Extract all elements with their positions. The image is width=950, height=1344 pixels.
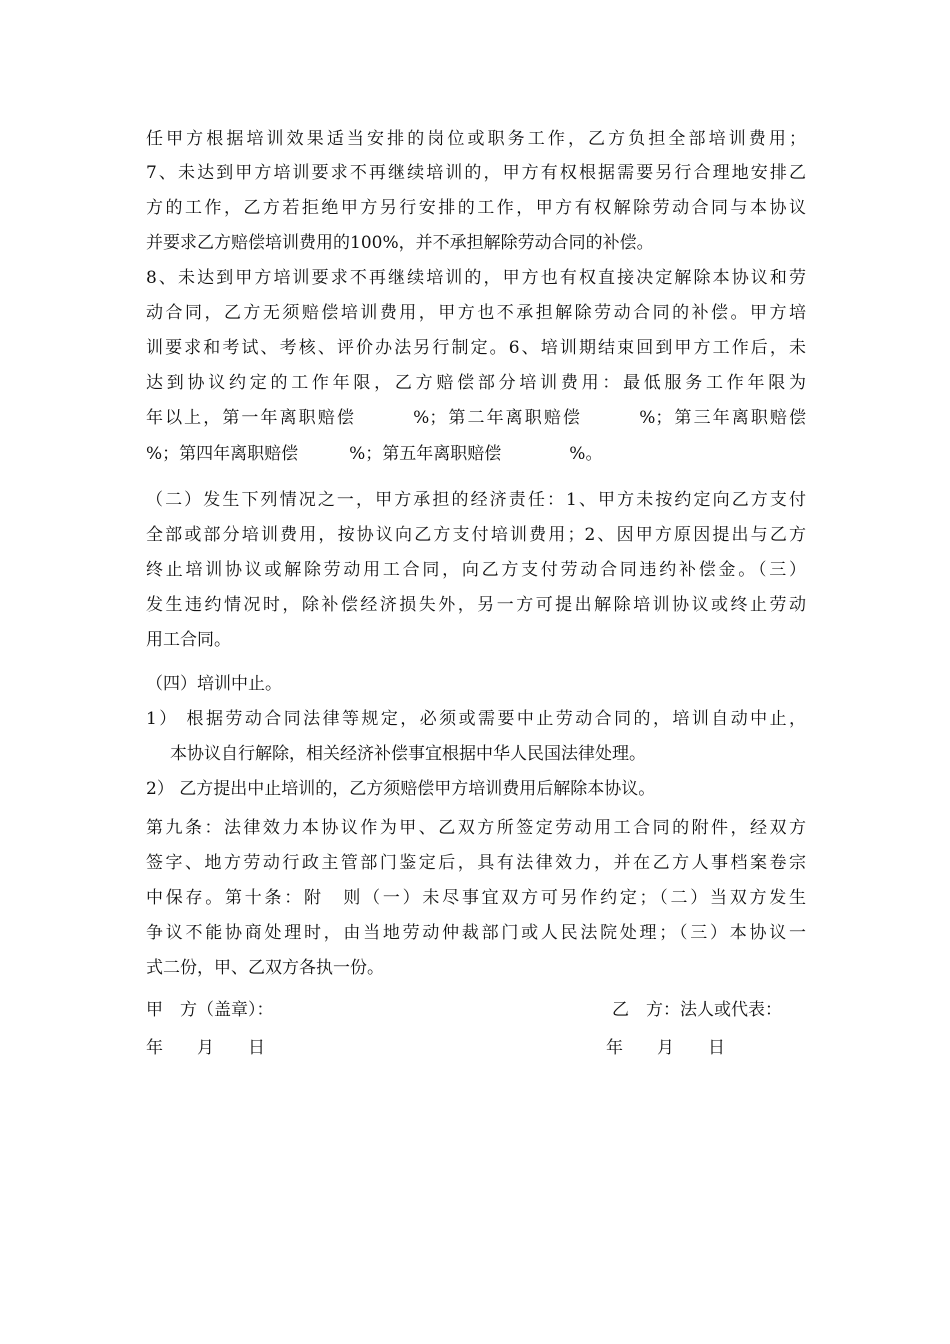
text-line: 发生违约情况时，除补偿经济损失外，另一方可提出解除培训协议或终止劳动 (146, 595, 806, 615)
text-line: 争议不能协商处理时，由当地劳动仲裁部门或人民法院处理；（三）本协议一 (146, 923, 806, 943)
text-line: 第九条：法律效力本协议作为甲、乙双方所签定劳动用工合同的附件，经双方 (146, 818, 806, 838)
text-line: 2） 乙方提出中止培训的，乙方须赔偿甲方培训费用后解除本协议。 (146, 779, 656, 799)
party-a-seal-label: 甲 方（盖章）： (146, 1000, 274, 1020)
text-line: 终止培训协议或解除劳动用工合同，向乙方支付劳动合同违约补偿金。（三） (146, 560, 806, 580)
text-line: 式二份，甲、乙双方各执一份。 (146, 958, 384, 978)
text-line: （二）发生下列情况之一，甲方承担的经济责任：1、甲方未按约定向乙方支付 (146, 490, 806, 510)
party-b-date: 年 月 日 (606, 1038, 725, 1058)
text-line: 训要求和考试、考核、评价办法另行制定。6、培训期结束回到甲方工作后，未 (146, 338, 806, 358)
text-line: 1） 根据劳动合同法律等规定，必须或需要中止劳动合同的，培训自动中止， (146, 709, 806, 729)
text-line: %；第四年离职赔偿 %；第五年离职赔偿 %。 (146, 444, 603, 464)
text-line: 8、未达到甲方培训要求不再继续培训的，甲方也有权直接决定解除本协议和劳 (146, 268, 806, 288)
text-line: 中保存。第十条：附 则（一）未尽事宜双方可另作约定；（二）当双方发生 (146, 888, 806, 908)
text-line: 任甲方根据培训效果适当安排的岗位或职务工作，乙方负担全部培训费用； (146, 129, 806, 149)
text-line: 全部或部分培训费用，按协议向乙方支付培训费用；2、因甲方原因提出与乙方 (146, 525, 806, 545)
party-a-date: 年 月 日 (146, 1038, 265, 1058)
text-line: 动合同，乙方无须赔偿培训费用，甲方也不承担解除劳动合同的补偿。甲方培 (146, 303, 806, 323)
text-line: 本协议自行解除，相关经济补偿事宜根据中华人民国法律处理。 (170, 744, 646, 764)
text-line: 年以上，第一年离职赔偿 %；第二年离职赔偿 %；第三年离职赔偿 (146, 408, 806, 428)
text-line: 7、未达到甲方培训要求不再继续培训的，甲方有权根据需要另行合理地安排乙 (146, 163, 806, 183)
text-line: 并要求乙方赔偿培训费用的100%，并不承担解除劳动合同的补偿。 (146, 233, 654, 253)
text-line: 签字、地方劳动行政主管部门鉴定后，具有法律效力，并在乙方人事档案卷宗 (146, 853, 806, 873)
text-line: 用工合同。 (146, 630, 231, 650)
party-b-representative-label: 乙 方：法人或代表： (612, 1000, 782, 1020)
text-line: 方的工作，乙方若拒绝甲方另行安排的工作，甲方有权解除劳动合同与本协议 (146, 198, 806, 218)
text-line: 达到协议约定的工作年限，乙方赔偿部分培训费用：最低服务工作年限为 (146, 373, 806, 393)
text-line: （四）培训中止。 (146, 674, 282, 694)
